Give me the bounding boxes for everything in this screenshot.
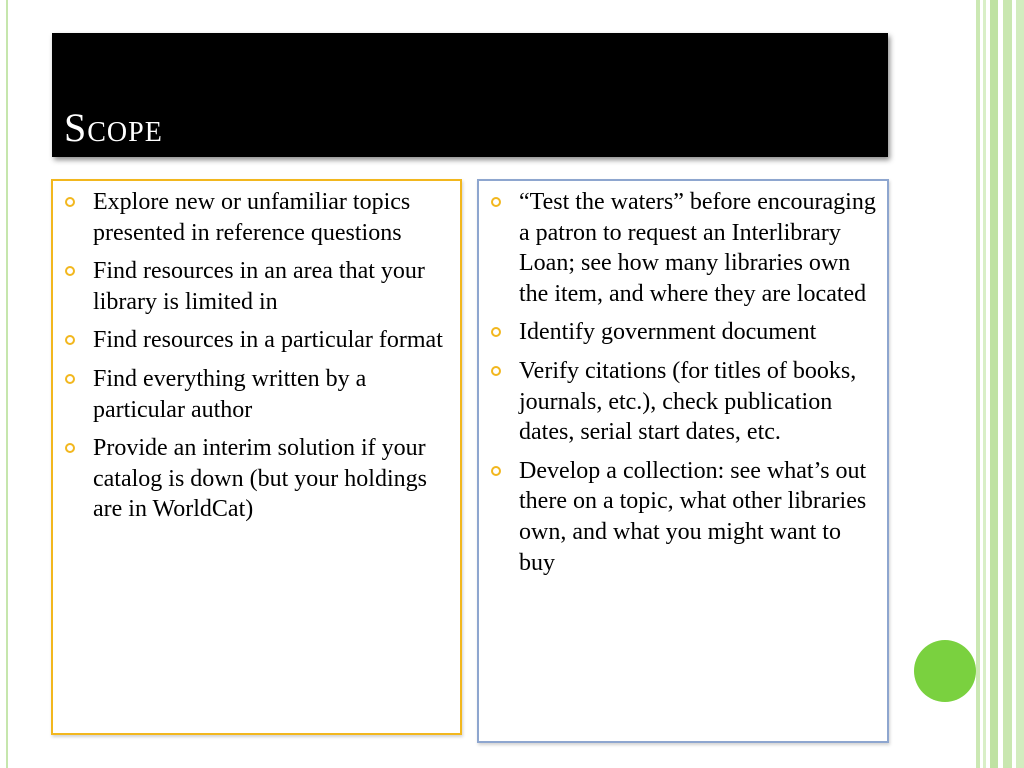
right-bullet-list <box>479 187 887 578</box>
right-stripe <box>1003 0 1012 768</box>
bullet-circle-icon <box>65 335 75 345</box>
bullet-circle-icon <box>491 466 501 476</box>
right-stripe <box>1016 0 1024 768</box>
bullet-circle-icon <box>491 197 501 207</box>
bullet-circle-icon <box>65 266 75 276</box>
right-content-box <box>477 179 889 743</box>
bullet-text: Develop a collection: see what’s out there on a topic, what other libraries own, and what you might want to buy <box>519 457 867 576</box>
right-stripe <box>990 0 998 768</box>
list-item <box>53 187 460 248</box>
bullet-text: Identify government document <box>519 319 817 346</box>
title-bar <box>52 33 888 157</box>
list-item <box>53 433 460 525</box>
list-item <box>479 187 887 309</box>
bullet-circle-icon <box>65 197 75 207</box>
bullet-text: “Test the waters” before encouraging a patron to request an Interlibrary Loan; see how many libraries own the item, and where they are located <box>519 189 876 307</box>
bullet-text: Verify citations (for titles of books, journals, etc.), check publication dates, serial start dates, etc. <box>519 357 857 446</box>
right-stripe <box>983 0 986 768</box>
bullet-circle-icon <box>65 443 75 453</box>
left-bullet-list <box>53 187 460 525</box>
list-item <box>479 456 887 578</box>
list-item <box>479 356 887 448</box>
bullet-circle-icon <box>491 366 501 376</box>
list-item <box>479 317 887 348</box>
bullet-text: Explore new or unfamiliar topics presented in reference questions <box>93 189 411 246</box>
right-stripe <box>976 0 980 768</box>
list-item <box>53 325 460 356</box>
bullet-text: Find resources in a particular format <box>93 327 443 354</box>
bullet-circle-icon <box>65 374 75 384</box>
bullet-text: Find everything written by a particular author <box>93 365 367 423</box>
left-border-line <box>6 0 8 768</box>
slide-title: Scope <box>64 105 163 150</box>
list-item <box>53 364 460 425</box>
bullet-text: Find resources in an area that your library is limited in <box>93 258 425 315</box>
bullet-text: Provide an interim solution if your catalog is down (but your holdings are in WorldCat) <box>93 435 427 523</box>
list-item <box>53 256 460 317</box>
green-circle-icon <box>914 640 976 702</box>
left-content-box <box>51 179 462 735</box>
bullet-circle-icon <box>491 327 501 337</box>
